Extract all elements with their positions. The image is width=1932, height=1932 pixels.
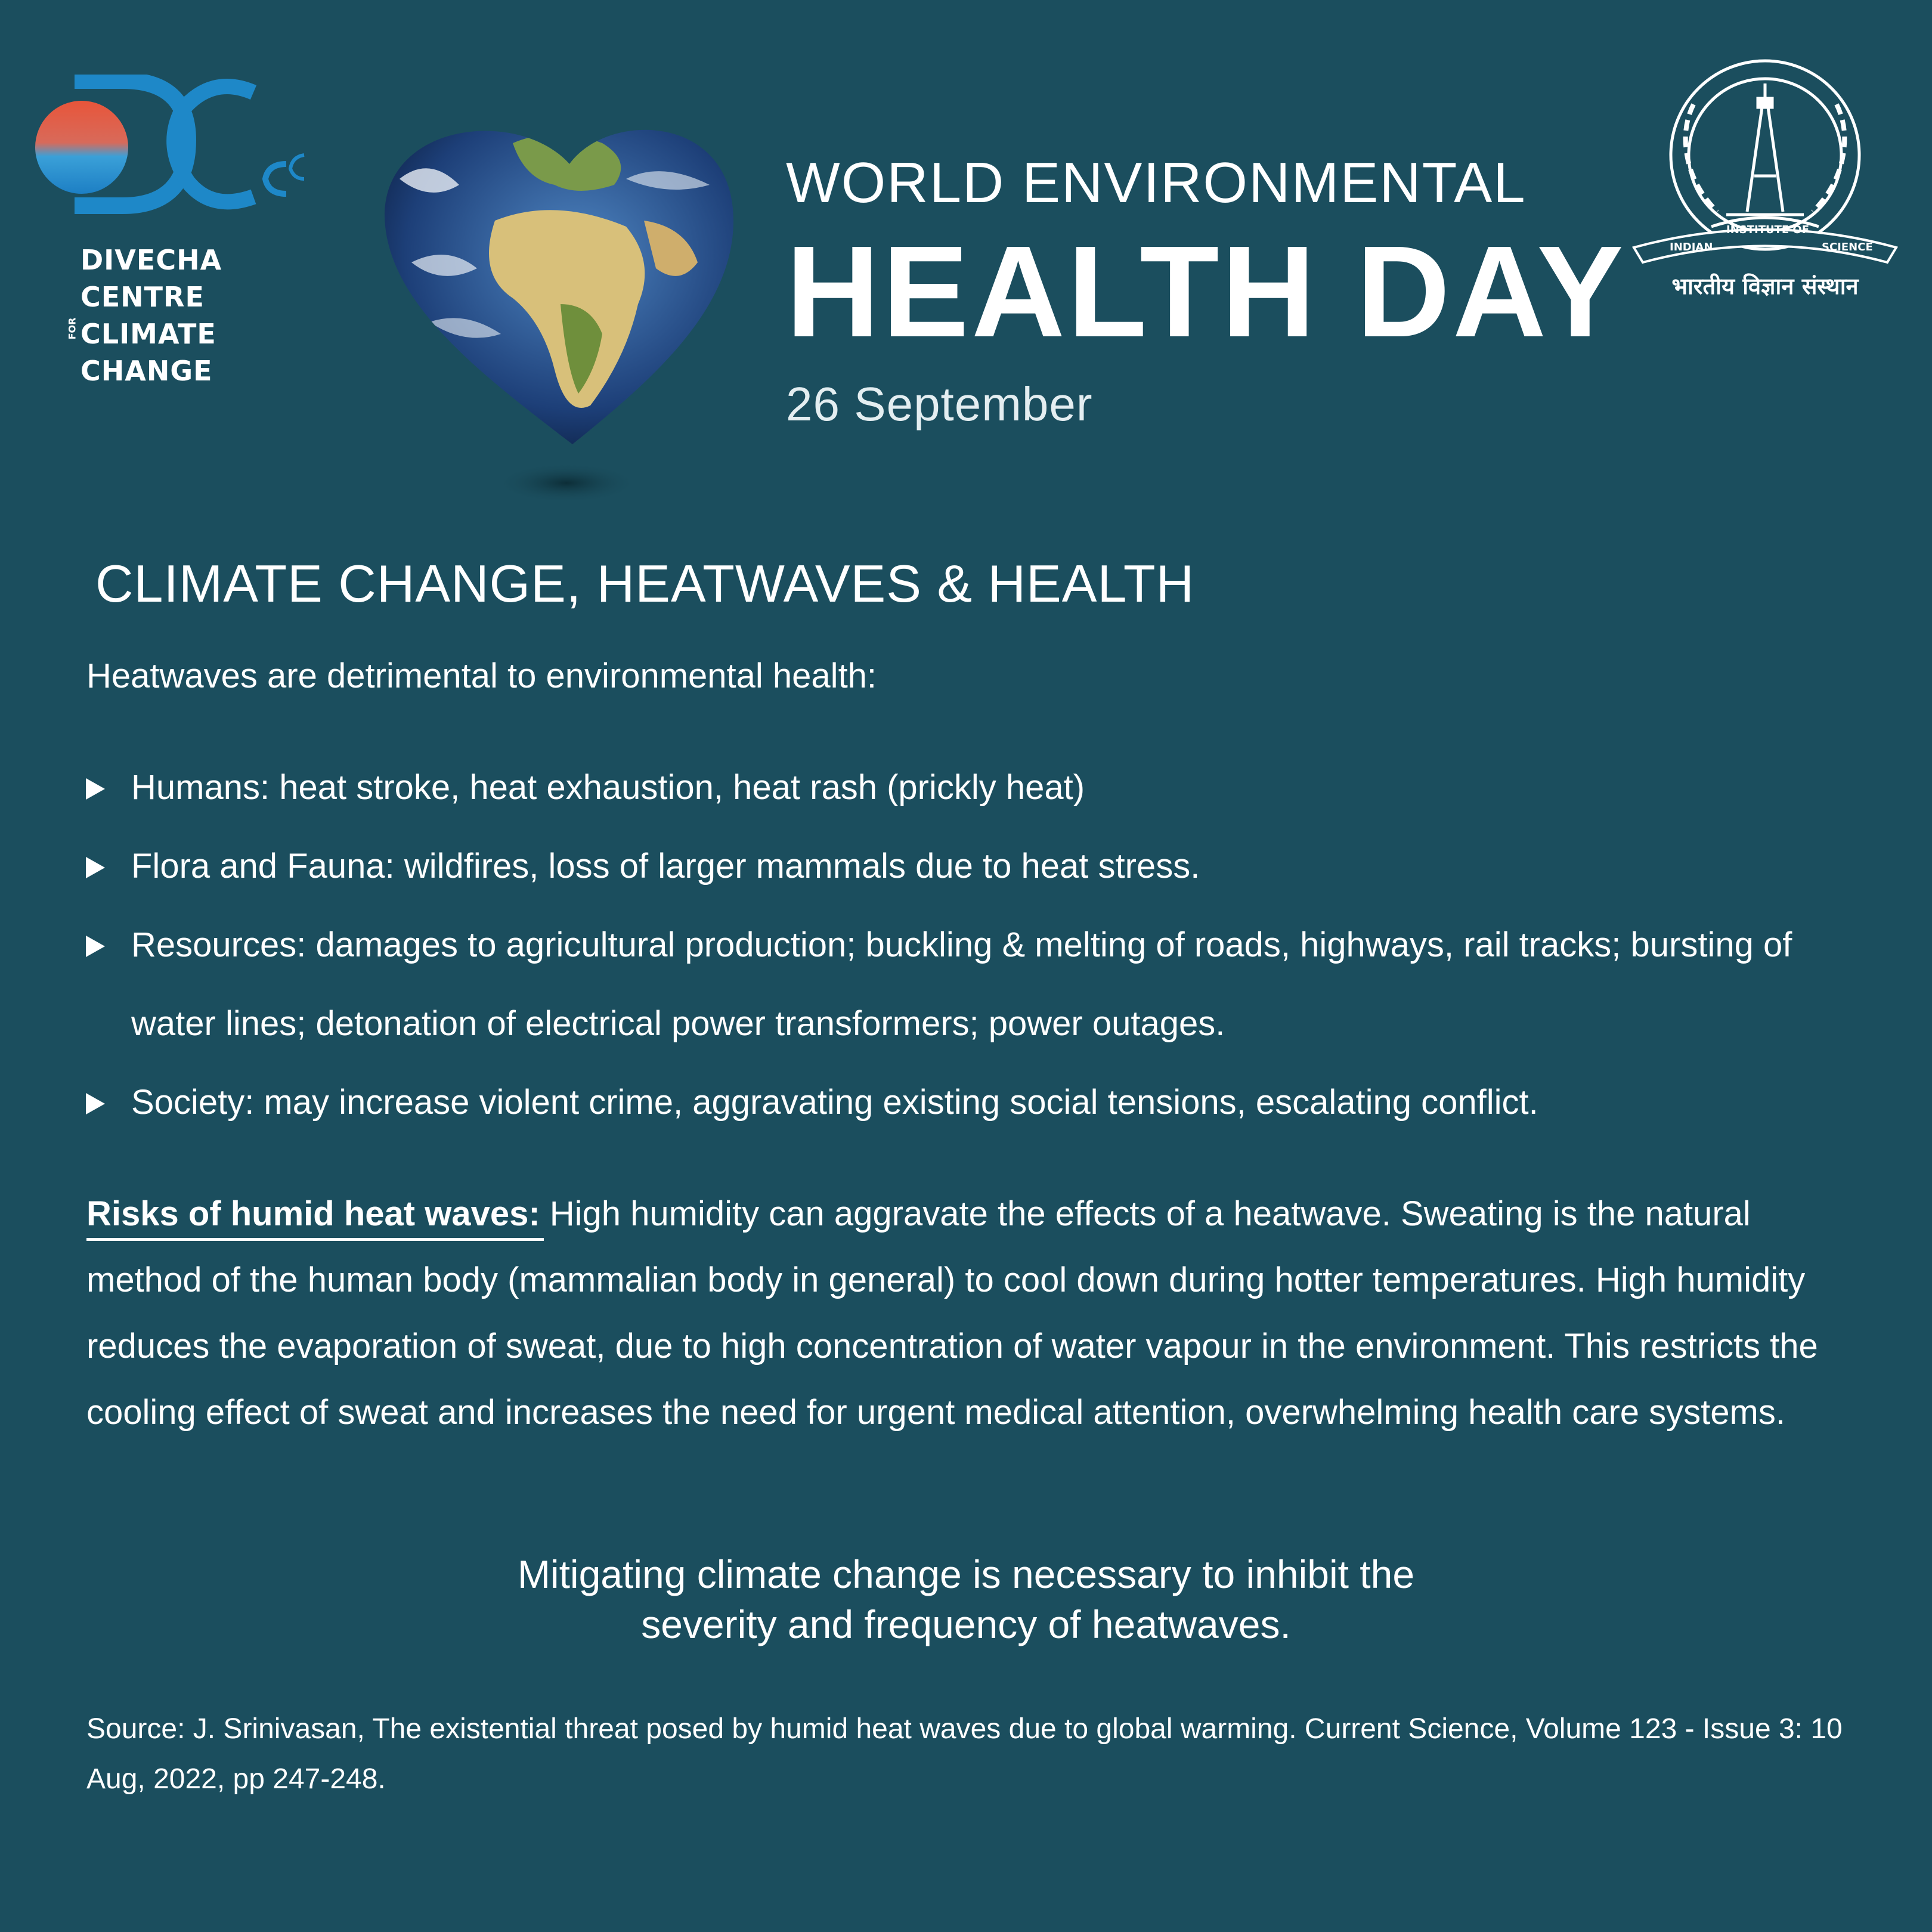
effects-bullet-list	[83, 748, 1849, 1142]
heart-earth-globe-image	[376, 107, 757, 513]
iisc-hindi-name: भारतीय विज्ञान संस्थान	[1671, 273, 1859, 299]
closing-line1: Mitigating climate change is necessary to inhibit the	[517, 1552, 1415, 1596]
risks-label	[86, 1181, 540, 1247]
title-health-day: HEALTH DAY	[786, 219, 1626, 364]
event-date: 26 September	[786, 377, 1093, 431]
risks-paragraph	[86, 1181, 1869, 1445]
bullet-text: Resources: damages to agricultural production; buckling & melting of roads, highways, rail tracks; bursting of water lines; detonation of electrical power transformers; power outages.	[131, 925, 1792, 1043]
title-world-environmental: WORLD ENVIRONMENTAL	[786, 151, 1527, 215]
closing-statement	[0, 1549, 1932, 1649]
iisc-ribbon-left: INDIAN	[1670, 241, 1713, 253]
divecha-centre-logo	[33, 75, 319, 387]
iisc-emblem-icon	[1628, 51, 1902, 271]
bullet-text: Humans: heat stroke, heat exhaustion, heat rash (prickly heat)	[131, 768, 1085, 807]
divecha-emblem-icon	[33, 75, 319, 236]
intro-text: Heatwaves are detrimental to environmental health:	[86, 657, 877, 695]
risks-label-text: Risks of humid heat waves:	[86, 1194, 540, 1233]
triangle-bullet-icon	[86, 1093, 105, 1114]
triangle-bullet-icon	[86, 857, 105, 878]
bullet-text: Society: may increase violent crime, aggravating existing social tensions, escalating conflict.	[131, 1083, 1538, 1122]
divecha-name-line1: DIVECHA CENTRE	[80, 244, 222, 313]
risks-body: High humidity can aggravate the effects of a heatwave. Sweating is the natural method of the human body (mammalian body in general) to cool down during hotter temperatures. High humidity reduces the evaporation of sweat, due to high concentration of water vapour in the environment. This restricts the cooling effect of sweat and increases the need for urgent medical attention, overwhelming health care systems.	[86, 1194, 1818, 1432]
divecha-centre-name	[66, 242, 331, 389]
section-heading: CLIMATE CHANGE, HEATWAVES & HEALTH	[95, 554, 1195, 613]
bullet-text: Flora and Fauna: wildfires, loss of larger mammals due to heat stress.	[131, 847, 1200, 886]
iisc-logo	[1628, 51, 1902, 313]
iisc-ribbon-right: SCIENCE	[1822, 241, 1873, 253]
divecha-name-line2: CLIMATE CHANGE	[80, 318, 216, 387]
bullet-flora-fauna	[83, 827, 1849, 906]
triangle-bullet-icon	[86, 778, 105, 800]
iisc-ribbon-middle: INSTITUTE OF	[1726, 224, 1810, 236]
source-citation: Source: J. Srinivasan, The existential threat posed by humid heat waves due to global warming. Current Science, Volume 123 - Issue 3: 10 Aug, 2022, pp 247-248.	[86, 1713, 1843, 1795]
bullet-humans	[83, 748, 1849, 827]
divecha-name-for: FOR	[66, 317, 78, 340]
closing-line2: severity and frequency of heatwaves.	[641, 1602, 1291, 1646]
bullet-society	[83, 1063, 1849, 1142]
risks-underline	[86, 1238, 544, 1241]
bullet-resources	[83, 906, 1849, 1063]
heart-globe-icon	[376, 107, 757, 513]
triangle-bullet-icon	[86, 936, 105, 957]
